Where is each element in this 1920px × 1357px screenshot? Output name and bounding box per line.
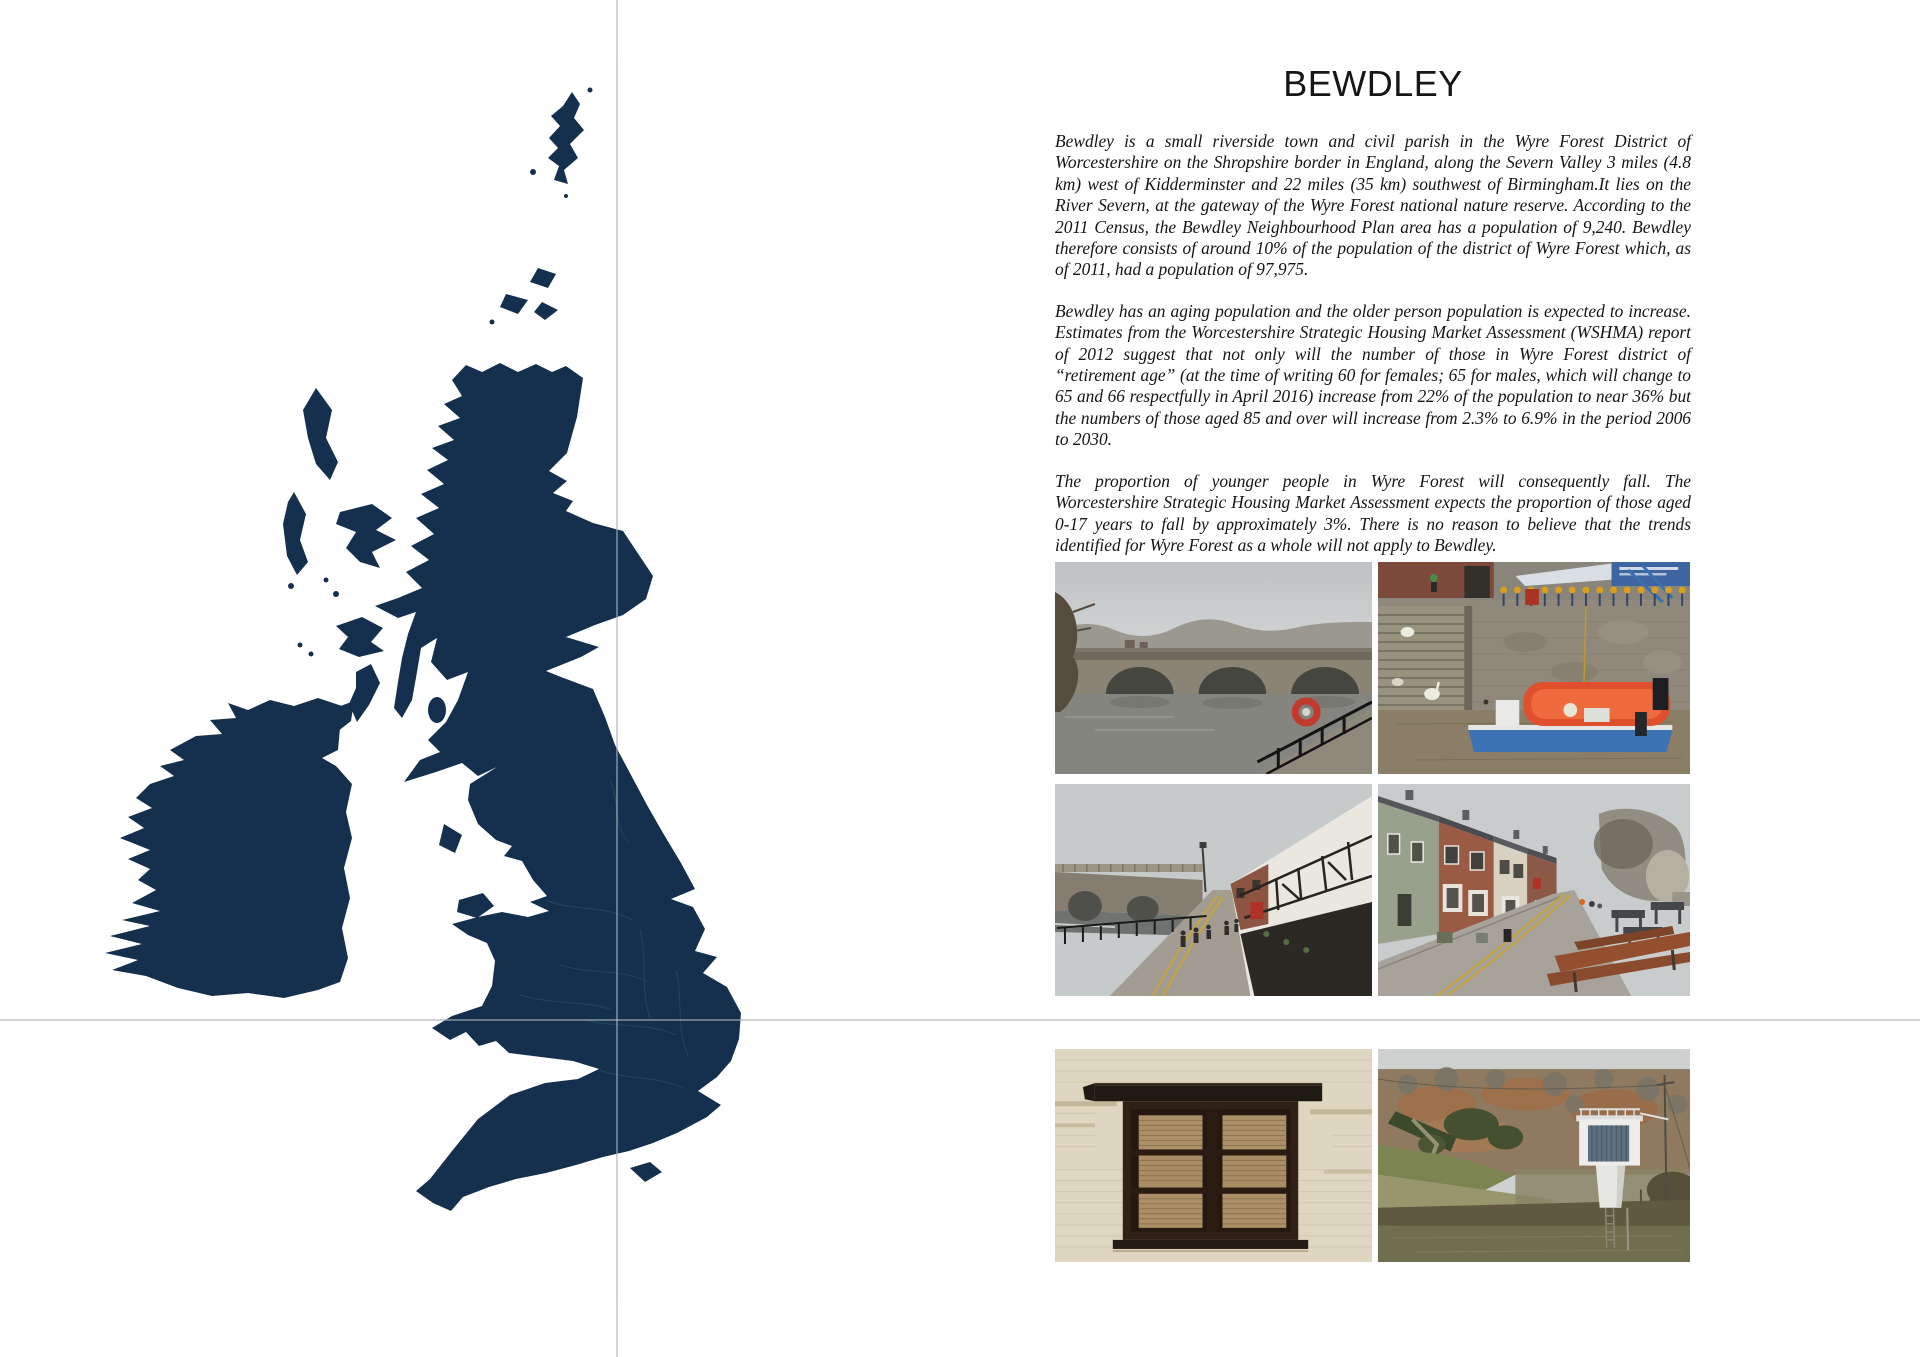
paragraph-younger-people: The proportion of younger people in Wyre Forest will consequently fall. The Worcestershire Strategic Housing Market Assessment expects the proportion of those aged 0-17 years to fall by approximately 3%. There is no reason to believe that the trends identified for Wyre Forest as a whole will not apply to Bewdley. <box>1055 470 1691 555</box>
photo-bridge <box>1055 562 1372 774</box>
paragraph-aging-population: Bewdley has an aging population and the older person population is expected to increase. Estimates from the Worcestershire Strategic Housing Market Assessment (WSHMA) report of 2012 suggest that not only will the number of those in Wyre Forest district of “retirement age” (at the time of writing 60 for females; 65 for males, which will change to 65 and 66 respectfully in April 2016) increase from 22% of the population to near 36% but the numbers of those aged 85 and over will increase from 2.3% to 6.9% in the period 2006 to 2030. <box>1055 300 1691 450</box>
britain-ireland-map-svg <box>0 60 760 1300</box>
photo-lifeboat <box>1378 562 1690 774</box>
photo-bridge-svg <box>1055 562 1372 774</box>
photo-riverside-street <box>1055 784 1372 996</box>
britain-ireland-map <box>0 60 760 1300</box>
photo-shuttered-window-svg <box>1055 1049 1372 1262</box>
photo-river-gauging-hut-svg <box>1378 1049 1690 1262</box>
article <box>1055 64 1691 556</box>
paragraph-intro: Bewdley is a small riverside town and civil parish in the Wyre Forest District of Worcestershire on the Shropshire border in England, along the Severn Valley 3 miles (4.8 km) west of Kidderminster and 22 miles (35 km) southwest of Birmingham.It lies on the River Severn, at the gateway of the Wyre Forest national nature reserve. According to the 2011 Census, the Bewdley Neighbourhood Plan area has a population of 9,240. Bewdley therefore consists of around 10% of the population of the district of Wyre Forest which, as of 2011, had a population of 97,975. <box>1055 131 1691 280</box>
photo-town-street <box>1378 784 1690 996</box>
photo-riverside-street-svg <box>1055 784 1372 996</box>
photo-town-street-svg <box>1378 784 1690 996</box>
page-title: BEWDLEY <box>1283 63 1463 104</box>
photo-shuttered-window <box>1055 1049 1372 1262</box>
photo-river-gauging-hut <box>1378 1049 1690 1262</box>
photo-lifeboat-svg <box>1378 562 1690 774</box>
